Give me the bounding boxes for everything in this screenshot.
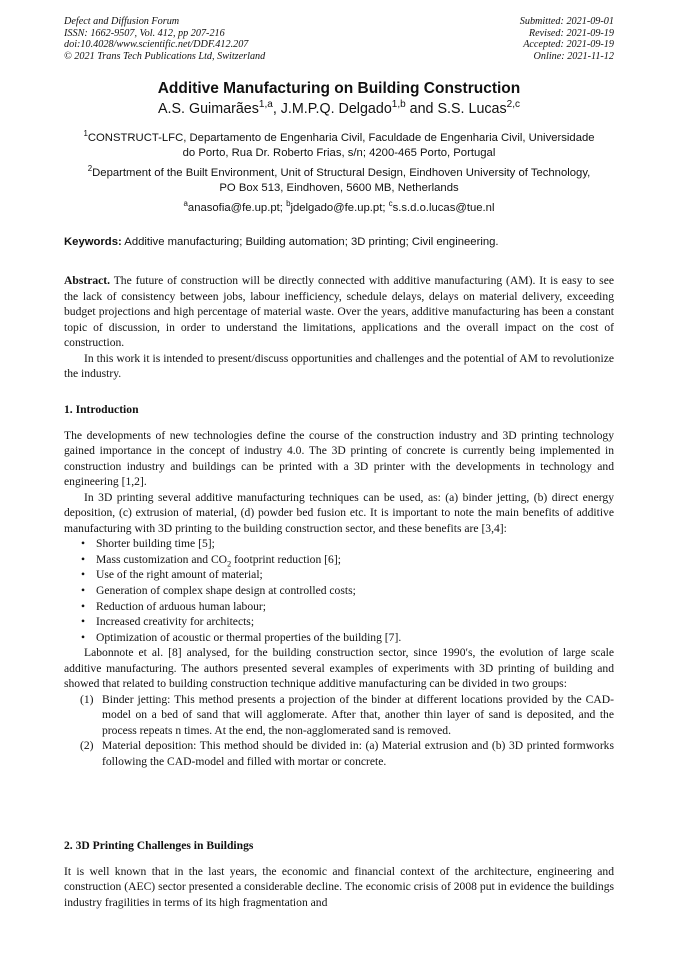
list-item: • Generation of complex shape design at controlled costs; <box>64 583 614 599</box>
author-name: S.S. Lucas <box>437 101 507 117</box>
body-paragraph: Labonnote et al. [8] analysed, for the building construction sector, since 1990′s, the evolution of large scale additive manufacturing. The authors presented several examples of experiments with 3D printing of building and showed that related to building construction technique additive manufacturing can be divided in two groups: <box>64 646 614 691</box>
affiliation-2 <box>80 166 598 197</box>
section-introduction <box>64 402 614 770</box>
abstract-paragraph: In this work it is intended to present/discuss opportunities and challenges and the potential of AM to revolutionize the industry. <box>64 351 614 381</box>
journal-name: Defect and Diffusion Forum <box>64 16 180 27</box>
section-heading: 1. Introduction <box>64 403 139 416</box>
section-heading: 2. 3D Printing Challenges in Buildings <box>64 839 254 852</box>
revised-date: Revised: 2021-09-19 <box>528 27 614 39</box>
affiliation-text: CONSTRUCT-LFC, Departamento de Engenharia Civil, Faculdade de Engenharia Civil, Universidade do Porto, Rua Dr. Roberto Frias, s/n; 4200-465 Porto, Portugal <box>87 132 595 160</box>
list-item <box>64 552 614 568</box>
abstract-label: Abstract. <box>64 274 111 287</box>
affiliation-1 <box>80 131 598 162</box>
affiliation-number: 1 <box>83 129 88 139</box>
abstract <box>64 273 614 382</box>
keywords <box>64 236 614 248</box>
list-item: • Optimization of acoustic or thermal properties of the building [7]. <box>64 630 614 646</box>
journal-issn: ISSN: 1662-9507, Vol. 412, pp 207-216 <box>64 27 225 39</box>
author-separator: and <box>405 101 438 117</box>
abstract-text: The future of construction will be directly connected with additive manufacturing (AM). It is easy to see the lack of consistency between jobs, labour inefficiency, schedule delays, delays on material delivery, exceeding budget projections and high percentage of material waste. Over the years, additive manufacturing has been a constant topic of discussion, in order to understand the limitations, applications and the overall impact on the cost of construction. <box>64 274 614 350</box>
affiliation-text: Department of the Built Environment, Unit of Structural Design, Eindhoven University of Technology, PO Box 513, Eindhoven, 5600 MB, Netherlands <box>92 167 591 195</box>
copyright-line: © 2021 Trans Tech Publications Ltd, Switzerland <box>64 50 266 62</box>
abstract-paragraph <box>64 273 614 351</box>
item-text: Material deposition: This method should be divided in: (a) Material extrusion and (b) 3D printed formworks following the CAD-model and filled with mortar or concrete. <box>102 739 614 769</box>
item-number: (2) <box>80 739 94 753</box>
author-name: J.M.P.Q. Delgado <box>280 101 392 117</box>
benefits-list <box>64 536 614 645</box>
paper-title: Additive Manufacturing on Building Construction <box>157 80 521 97</box>
email-address[interactable]: jdelgado@fe.up.pt; <box>290 202 389 214</box>
journal-header <box>64 16 265 62</box>
accepted-date: Accepted: 2021-09-19 <box>523 39 614 51</box>
author-affiliation-mark: 1,a <box>258 99 273 111</box>
numbered-item <box>64 692 614 739</box>
subscript: 2 <box>227 559 232 569</box>
section-challenges <box>64 838 614 910</box>
email-list <box>64 199 614 214</box>
author-affiliation-mark: 2,c <box>506 99 520 111</box>
keywords-label: Keywords: <box>64 236 122 248</box>
email-mark: a <box>183 199 188 209</box>
list-item-text: Mass customization and CO <box>96 552 228 566</box>
list-item-text: footprint reduction [6]; <box>231 552 341 566</box>
email-mark: c <box>388 199 393 209</box>
methods-list <box>64 692 614 770</box>
author-affiliation-mark: 1,b <box>391 99 406 111</box>
body-paragraph: In 3D printing several additive manufacturing techniques can be used, as: (a) binder jetting, (b) direct energy deposition, (c) extrusion of material, (d) powder bed fusion etc. It is important to note the main benefits of additive manufacturing with 3D printing to the building construction sector, and these benefits are [3,4]: <box>64 490 614 535</box>
email-address[interactable]: anasofia@fe.up.pt; <box>187 202 287 214</box>
author-name: A.S. Guimarães <box>158 101 259 117</box>
submitted-date: Submitted: 2021-09-01 <box>519 16 614 27</box>
body-paragraph: The developments of new technologies define the course of the construction industry and 3D printing technology gained importance in the concept of industry 4.0. The 3D printing of concrete is currently being implemented in construction industry and buildings can be printed with a 3D printer with the developments in technology and engineering [1,2]. <box>64 428 614 489</box>
doi-line: doi:10.4028/www.scientific.net/DDF.412.207 <box>64 39 249 51</box>
item-number: (1) <box>80 692 94 706</box>
item-text: Binder jetting: This method presents a projection of the binder at different locations provided by the CAD-model on a bed of sand that will agglomerate. After that, another thin layer of sand is deposited, and the process repeats n times. At the end, the non-agglomerated sand is removed. <box>102 692 614 737</box>
list-item: • Use of the right amount of material; <box>64 567 614 583</box>
keywords-text: Additive manufacturing; Building automation; 3D printing; Civil engineering. <box>121 236 499 248</box>
email-mark: b <box>286 199 291 209</box>
author-list <box>64 101 614 117</box>
affiliation-number: 2 <box>87 164 93 174</box>
email-address[interactable]: s.s.d.o.lucas@tue.nl <box>392 202 495 214</box>
online-date: Online: 2021-11-12 <box>533 50 614 62</box>
body-paragraph: It is well known that in the last years, the economic and financial context of the architecture, engineering and construction (AEC) sector presented a considerable decline. The economic crisis of 2008 put in evidence the buildings industry fragilities in terms of its high fragmentation and <box>64 864 614 909</box>
list-item: • Shorter building time [5]; <box>64 536 614 552</box>
list-item: • Increased creativity for architects; <box>64 614 614 630</box>
list-item: • Reduction of arduous human labour; <box>64 599 614 615</box>
author-separator: , <box>272 101 281 117</box>
numbered-item <box>64 738 614 769</box>
dates-header <box>520 16 614 62</box>
